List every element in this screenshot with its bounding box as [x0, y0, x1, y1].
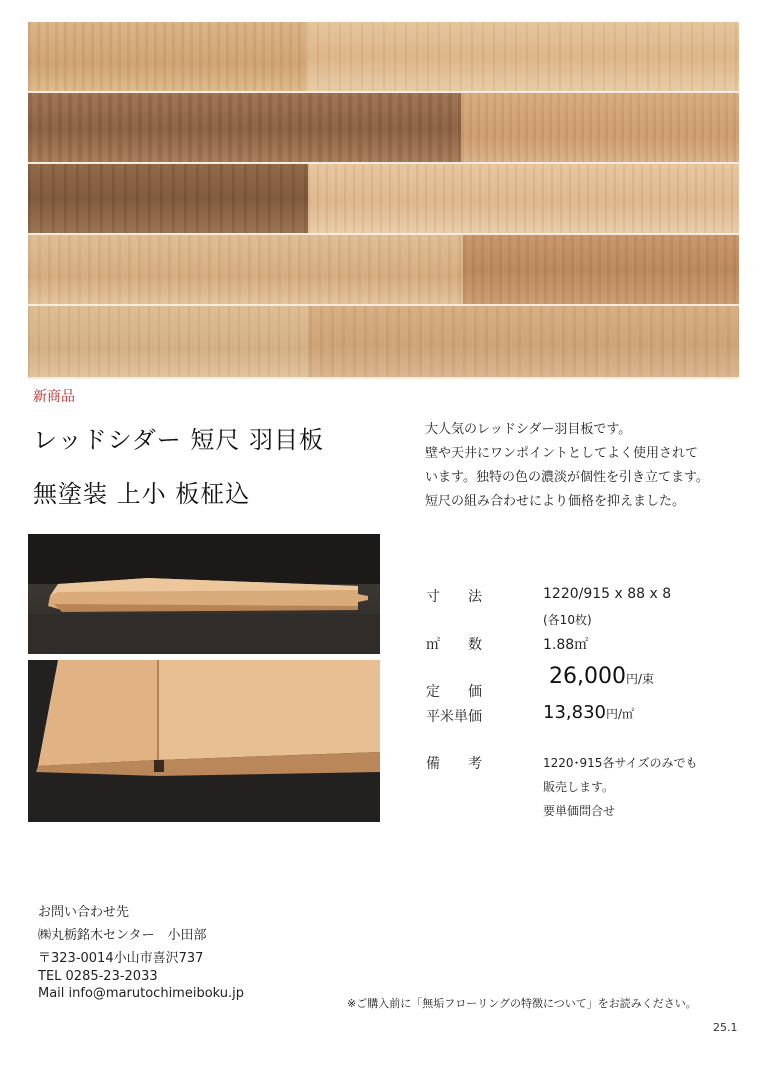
spec-area-value: 1.88㎡ — [543, 637, 589, 653]
board-profile-photo — [28, 534, 380, 654]
list-price-unit: 円/束 — [625, 672, 655, 686]
unit-price-unit: 円/㎡ — [605, 707, 635, 721]
plank — [461, 93, 739, 164]
description-line: います。独特の色の濃淡が個性を引き立てます。 — [425, 470, 709, 485]
spec-size-value: 1220/915 x 88 x 8 — [543, 586, 672, 602]
plank — [309, 306, 739, 379]
contact-address: 〒323-0014小山市喜沢737 — [38, 951, 204, 966]
spec-area-label: ㎡ 数 — [426, 637, 482, 653]
spec-remarks-label: 備 考 — [426, 756, 482, 772]
spec-remarks-line: 要単価問合せ — [543, 804, 616, 818]
spec-size-label: 寸 法 — [426, 589, 482, 605]
spec-remarks-line: 1220･915各サイズのみでも — [543, 756, 698, 770]
plank — [28, 164, 308, 235]
spec-list-price — [549, 664, 654, 689]
contact-email: Mail info@marutochimeiboku.jp — [38, 986, 245, 1001]
plank — [28, 235, 463, 306]
list-price-value: 26,000 — [549, 664, 626, 689]
plank — [306, 22, 739, 93]
plank — [28, 22, 306, 93]
plank — [463, 235, 739, 306]
description-line: 短尺の組み合わせにより価格を抑えました。 — [425, 494, 686, 509]
unit-price-value: 13,830 — [543, 702, 606, 723]
plank — [308, 164, 739, 235]
contact-heading: お問い合わせ先 — [38, 905, 130, 920]
new-item-label: 新商品 — [33, 389, 75, 405]
board-joint-photo — [28, 660, 380, 822]
description-line: 壁や天井にワンポイントとしてよく使用されて — [425, 446, 699, 461]
spec-list-price-label: 定 価 — [426, 684, 482, 700]
board-joint-image — [28, 660, 380, 822]
spec-unit-price — [543, 702, 634, 723]
product-subtitle: 無塗装 上小 板柾込 — [33, 480, 251, 508]
product-description — [425, 418, 745, 514]
plank — [28, 306, 309, 379]
plank — [28, 93, 461, 164]
board-profile-image — [28, 534, 380, 654]
purchase-notice: ※ご購入前に「無垢フローリングの特徴について」をお読みください。 — [347, 997, 697, 1010]
spec-remarks-line: 販売します。 — [543, 780, 615, 794]
spec-unit-price-label: 平米単価 — [426, 709, 482, 725]
contact-company: ㈱丸栃銘木センター 小田部 — [38, 928, 207, 943]
product-title: レッドシダー 短尺 羽目板 — [33, 426, 325, 454]
contact-phone: TEL 0285-23-2033 — [38, 969, 158, 984]
document-version: 25.1 — [713, 1021, 738, 1034]
hero-wood-planks-image — [28, 22, 739, 379]
description-line: 大人気のレッドシダー羽目板です。 — [425, 422, 632, 437]
spec-size-note: (各10枚) — [543, 613, 592, 627]
